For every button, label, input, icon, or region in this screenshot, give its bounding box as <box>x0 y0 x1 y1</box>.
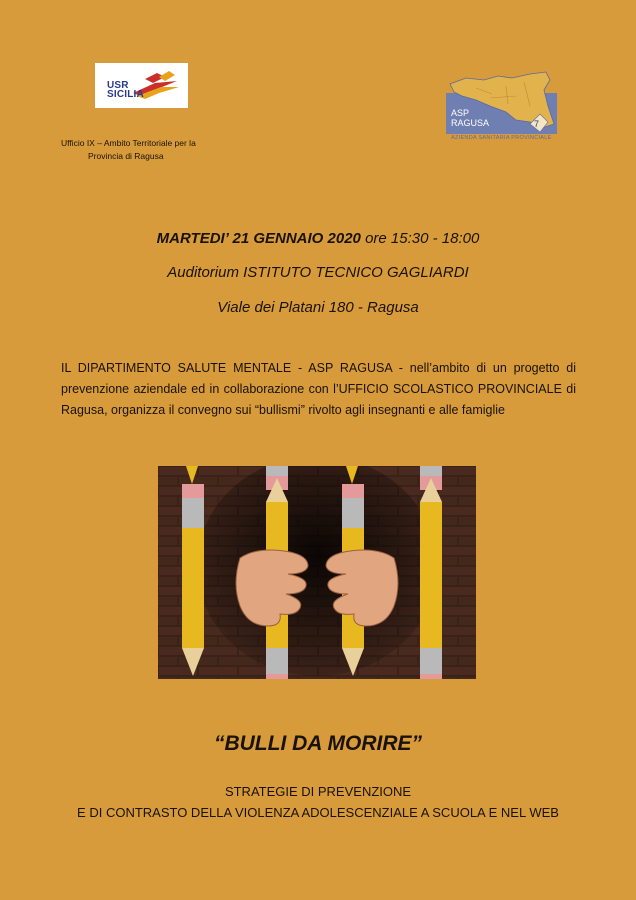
pencil-bars-image <box>158 466 476 679</box>
event-venue: Auditorium ISTITUTO TECNICO GAGLIARDI <box>167 264 469 281</box>
event-date-line <box>0 230 636 247</box>
prison-hands-illustration <box>158 466 476 679</box>
pencil-bar-4 <box>420 466 442 679</box>
event-date: MARTEDI’ 21 GENNAIO 2020 <box>156 230 361 247</box>
subtitle-line-1: STRATEGIE DI PREVENZIONE <box>224 784 412 799</box>
subtitle-line-2: E DI CONTRASTO DELLA VIOLENZA ADOLESCENZIALE A SCUOLA E NEL WEB <box>77 805 559 820</box>
pencil-bar-1 <box>182 466 204 676</box>
asp-name: ASP RAGUSA <box>451 108 490 128</box>
ufficio-label <box>61 137 196 163</box>
event-subtitle <box>0 781 636 823</box>
sicily-map-icon <box>446 66 558 144</box>
event-title: “BULLI DA MORIRE” <box>213 732 423 755</box>
event-time: ore 15:30 - 18:00 <box>365 230 480 247</box>
ufficio-line-2: Provincia di Ragusa <box>88 151 164 161</box>
asp-subtitle: AZIENDA SANITARIA PROVINCIALE <box>451 135 552 141</box>
ufficio-line-1: Ufficio IX – Ambito Territoriale per la <box>61 138 196 148</box>
asp-badge: 7 <box>534 119 540 129</box>
event-address: Viale dei Platani 180 - Ragusa <box>217 299 419 316</box>
usr-sicilia-logo <box>95 63 188 108</box>
usr-logo-text: USR SICILIA <box>107 80 144 100</box>
event-description: IL DIPARTIMENTO SALUTE MENTALE - ASP RAGUSA - nell’ambito di un progetto di prevenzione aziendale ed in collaborazione con l’UFFICIO SCOLASTICO PROVINCIALE di Ragusa, organizza il convegno sui “bullismi” rivolto agli insegnanti e alle famiglie <box>61 361 576 417</box>
